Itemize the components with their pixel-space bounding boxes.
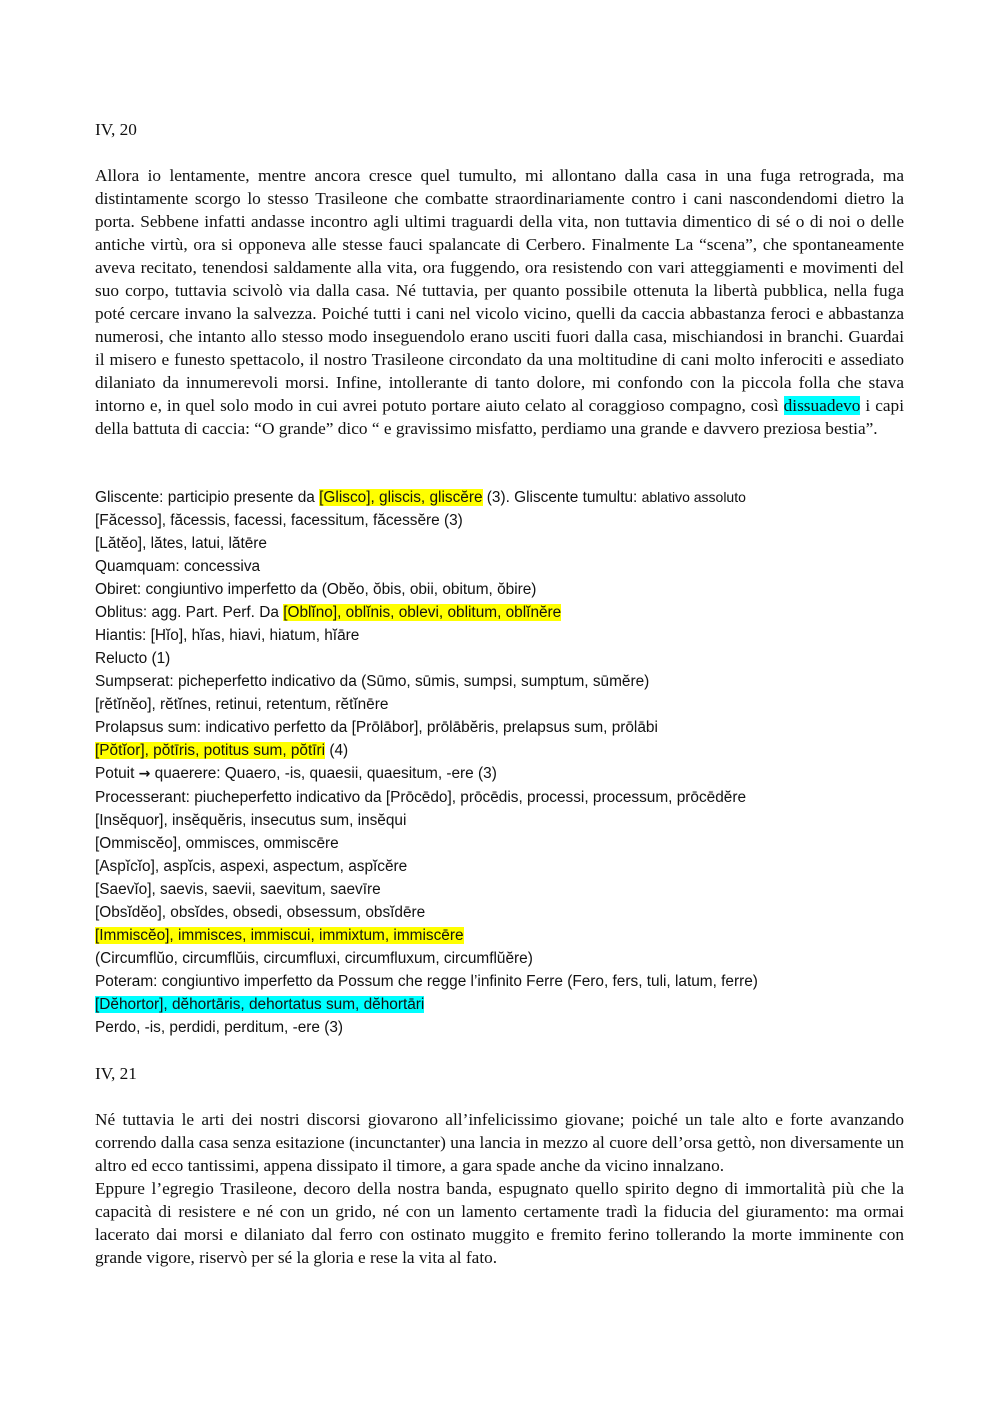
vocab-line-oblitus	[95, 601, 904, 624]
section-heading-iv-20: IV, 20	[95, 120, 137, 139]
vocabulary-list	[95, 486, 904, 1039]
vocab-line: [Ommiscĕo], ommisces, ommiscēre	[95, 835, 339, 852]
vocab-text: quaerere: Quaero, -is, quaesii, quaesitum, -ere (3)	[150, 765, 497, 782]
vocab-line: [Obsĭdĕo], obsĭdes, obsedi, obsessum, obsĭdēre	[95, 904, 426, 921]
vocab-text: Gliscente: participio presente da	[95, 489, 320, 506]
highlight-yellow: [Pŏtĭor], pŏtīris, potitus sum, pŏtīri	[95, 742, 326, 759]
vocab-line: Perdo, -is, perdidi, perditum, -ere (3)	[95, 1019, 344, 1036]
document-page	[95, 118, 904, 1269]
vocab-line: Poteram: congiuntivo imperfetto da Possum che regge l’infinito Ferre (Fero, fers, tuli, latum, ferre)	[95, 973, 758, 990]
vocab-line: Relucto (1)	[95, 650, 171, 667]
vocab-line-dehortor	[95, 993, 904, 1016]
highlight-yellow: [Immiscĕo], immisces, immiscui, immixtum, immiscēre	[95, 927, 464, 944]
vocab-text: Oblitus: agg. Part. Perf. Da	[95, 604, 284, 621]
vocab-line: Prolapsus sum: indicativo perfetto da [Prōlābor], prōlābĕris, prelapsus sum, prōlābi	[95, 719, 658, 736]
vocab-line: [Aspĭcĭo], aspĭcis, aspexi, aspectum, aspĭcĕre	[95, 858, 408, 875]
highlight-yellow: [Oblĭno], oblĭnis, oblevi, oblitum, oblĭnĕre	[283, 604, 562, 621]
vocab-line-immisceo	[95, 924, 904, 947]
vocab-line-gliscente	[95, 486, 904, 509]
vocab-text: Potuit	[95, 765, 139, 782]
vocab-note: ablativo assoluto	[641, 489, 746, 505]
highlight-yellow: [Glisco], gliscis, gliscĕre	[319, 489, 483, 506]
vocab-line: [Saevĭo], saevis, saevii, saevitum, saevīre	[95, 881, 381, 898]
vocab-line: [Insĕquor], insĕquĕris, insecutus sum, insĕqui	[95, 812, 407, 829]
paragraph-iv-21-a: Né tuttavia le arti dei nostri discorsi giovarono all’infelicissimo giovane; poiché un tale alto e forte avanzando correndo dalla casa senza esitazione (incunctanter) una lancia in mezzo al cuore dell’orsa gettò, non diversamente un altro ed ecco tantissimi, appena dissipato il timore, a gara spade anche da vicino innalzano.	[95, 1110, 904, 1175]
vocab-text: (3). Gliscente tumultu:	[482, 489, 642, 506]
vocab-line: Hiantis: [Hĭo], hĭas, hiavi, hiatum, hĭāre	[95, 627, 360, 644]
vocab-line-potuit	[95, 762, 904, 786]
highlight-cyan: [Dĕhortor], dĕhortāris, dehortatus sum, dĕhortāri	[95, 996, 425, 1013]
vocab-line: Sumpserat: picheperfetto indicativo da (Sūmo, sūmis, sumpsi, sumptum, sūmĕre)	[95, 673, 650, 690]
paragraph-iv-21-b: Eppure l’egregio Trasileone, decoro della nostra banda, espugnato quello spirito degno di immortalità più che la capacità di resistere e né con un grido, né con un lamento certamente tradì la fiducia del giuramento: ma ormai lacerato dai morsi e dilaniato dal ferro con ostinato muggito e fremito ferino tollerando la morte imminente con grande vigore, riservò per sé la gloria e rese la vita al fato.	[95, 1179, 904, 1267]
vocab-text: (4)	[325, 742, 349, 759]
vocab-line: (Circumflŭo, circumflŭis, circumfluxi, circumfluxum, circumflŭĕre)	[95, 950, 533, 967]
vocab-line-potior	[95, 739, 904, 762]
paragraph-text-end: i capi della battuta di caccia: “O grande” dico “ e gravissimo misfatto, perdiamo una grande e davvero preziosa bestia”.	[95, 396, 904, 438]
paragraph-text: Allora io lentamente, mentre ancora cresce quel tumulto, mi allontano dalla casa in una fuga retrograda, ma distintamente scorgo lo stesso Trasileone che combatte straordinariamente contro i cani nascondendomi dietro la porta. Sebbene infatti andasse incontro agli ultimi traguardi della vita, non tuttavia dimentico di sé o di noi o delle antiche virtù, ora si opponeva alle stesse fauci spalancate di Cerbero. Finalmente La “scena”, che spontaneamente aveva recitato, tenendosi saldamente alla vita, ora fuggendo, ora resistendo con vari atteggiamenti e movimenti del suo corpo, tuttavia scivolò via dalla casa. Né tuttavia, per quanto possibile ottenuta la libertà pubblica, nella fuga poté cercare invano la salvezza. Poiché tutti i cani nel vicolo vicino, quelli da caccia abbastanza feroci e abbastanza numerosi, che intanto allo stesso modo inseguendolo erano usciti fuori dalla casa, mischiandosi in branchi. Guardai il misero e funesto spettacolo, il nostro Trasileone circondato da una moltitudine di cani molto inferociti e assediato dilaniato da innumerevoli morsi. Infine, intollerante di tanto dolore, mi confondo con la piccola folla che stava intorno e, in quel solo modo in cui avrei potuto portare aiuto celato al coraggioso compagno, così	[95, 166, 904, 415]
section-heading-iv-21: IV, 21	[95, 1064, 137, 1083]
vocab-line: Processerant: piucheperfetto indicativo da [Prōcēdo], prōcēdis, processi, processum, prōcēdĕre	[95, 789, 747, 806]
arrow-right-icon: →	[138, 766, 151, 782]
vocab-line: [Lătĕo], lătes, latui, lătēre	[95, 535, 267, 552]
paragraph-iv-20	[95, 164, 904, 440]
vocab-line: Obiret: congiuntivo imperfetto da (Obĕo, ŏbis, obii, obitum, ŏbire)	[95, 581, 537, 598]
vocab-line: [rĕtĭnĕo], rĕtĭnes, retinui, retentum, rĕtĭnēre	[95, 696, 389, 713]
vocab-line: [Făcesso], făcessis, facessi, facessitum, făcessĕre (3)	[95, 512, 463, 529]
vocab-line: Quamquam: concessiva	[95, 558, 261, 575]
highlight-cyan: dissuadevo	[783, 396, 861, 415]
